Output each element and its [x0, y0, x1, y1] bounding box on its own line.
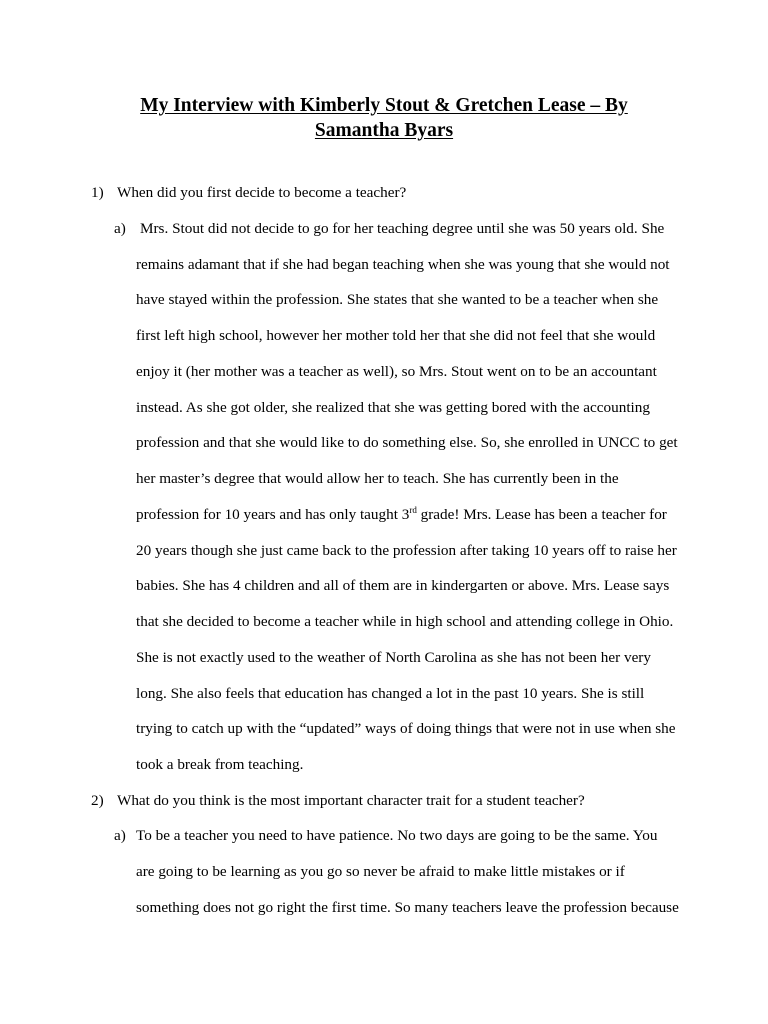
- answer-1-line: her master’s degree that would allow her to teach. She has currently been in the: [136, 470, 619, 487]
- answer-2-line: something does not go right the first time. So many teachers leave the profession because: [136, 899, 679, 916]
- title-line-2: Samantha Byars: [314, 120, 454, 141]
- document-title: [0, 93, 768, 143]
- answer-1-line: long. She also feels that education has changed a lot in the past 10 years. She is still: [136, 685, 645, 702]
- answer-1-line: remains adamant that if she had began teaching when she was young that she would not: [136, 256, 670, 273]
- question-1: [91, 183, 406, 203]
- answer-1-line: that she decided to become a teacher while in high school and attending college in Ohio.: [136, 613, 674, 630]
- answer-1-line: have stayed within the profession. She states that she wanted to be a teacher when she: [136, 291, 659, 308]
- answer-1-line: Mrs. Stout did not decide to go for her teaching degree until she was 50 years old. She: [140, 220, 665, 237]
- answer-1-line-tail: grade! Mrs. Lease has been a teacher for: [416, 506, 667, 523]
- title-line-1: My Interview with Kimberly Stout & Gretchen Lease – By: [140, 95, 628, 116]
- answer-1-line-head: profession for 10 years and has only taught 3: [136, 506, 410, 523]
- answer-1-line: instead. As she got older, she realized that she was getting bored with the accounting: [136, 399, 650, 416]
- answer-2-line: To be a teacher you need to have patience. No two days are going to be the same. You: [136, 827, 658, 844]
- answer-1-line: enjoy it (her mother was a teacher as well), so Mrs. Stout went on to be an accountant: [136, 363, 657, 380]
- answer-1-marker: a): [114, 220, 126, 237]
- answer-1-line: babies. She has 4 children and all of them are in kindergarten or above. Mrs. Lease says: [136, 577, 670, 594]
- answer-2-line: are going to be learning as you go so never be afraid to make little mistakes or if: [136, 863, 625, 880]
- question-1-number: 1): [91, 184, 104, 201]
- question-2: [91, 791, 585, 811]
- answer-1-line: profession and that she would like to do something else. So, she enrolled in UNCC to get: [136, 434, 678, 451]
- answer-2-marker: a): [114, 827, 126, 844]
- ordinal-suffix: rd: [409, 505, 417, 515]
- answer-1-line: She is not exactly used to the weather of North Carolina as she has not been her very: [136, 649, 651, 666]
- answer-1-line: [136, 505, 667, 525]
- question-2-text: What do you think is the most important character trait for a student teacher?: [117, 792, 585, 809]
- answer-1-line: 20 years though she just came back to the profession after taking 10 years off to raise her: [136, 542, 677, 559]
- answer-1-line: trying to catch up with the “updated” ways of doing things that were not in use when she: [136, 720, 676, 737]
- question-1-text: When did you first decide to become a teacher?: [117, 184, 407, 201]
- question-2-number: 2): [91, 792, 104, 809]
- answer-1-line: took a break from teaching.: [136, 756, 304, 773]
- answer-1-line: first left high school, however her mother told her that she did not feel that she would: [136, 327, 656, 344]
